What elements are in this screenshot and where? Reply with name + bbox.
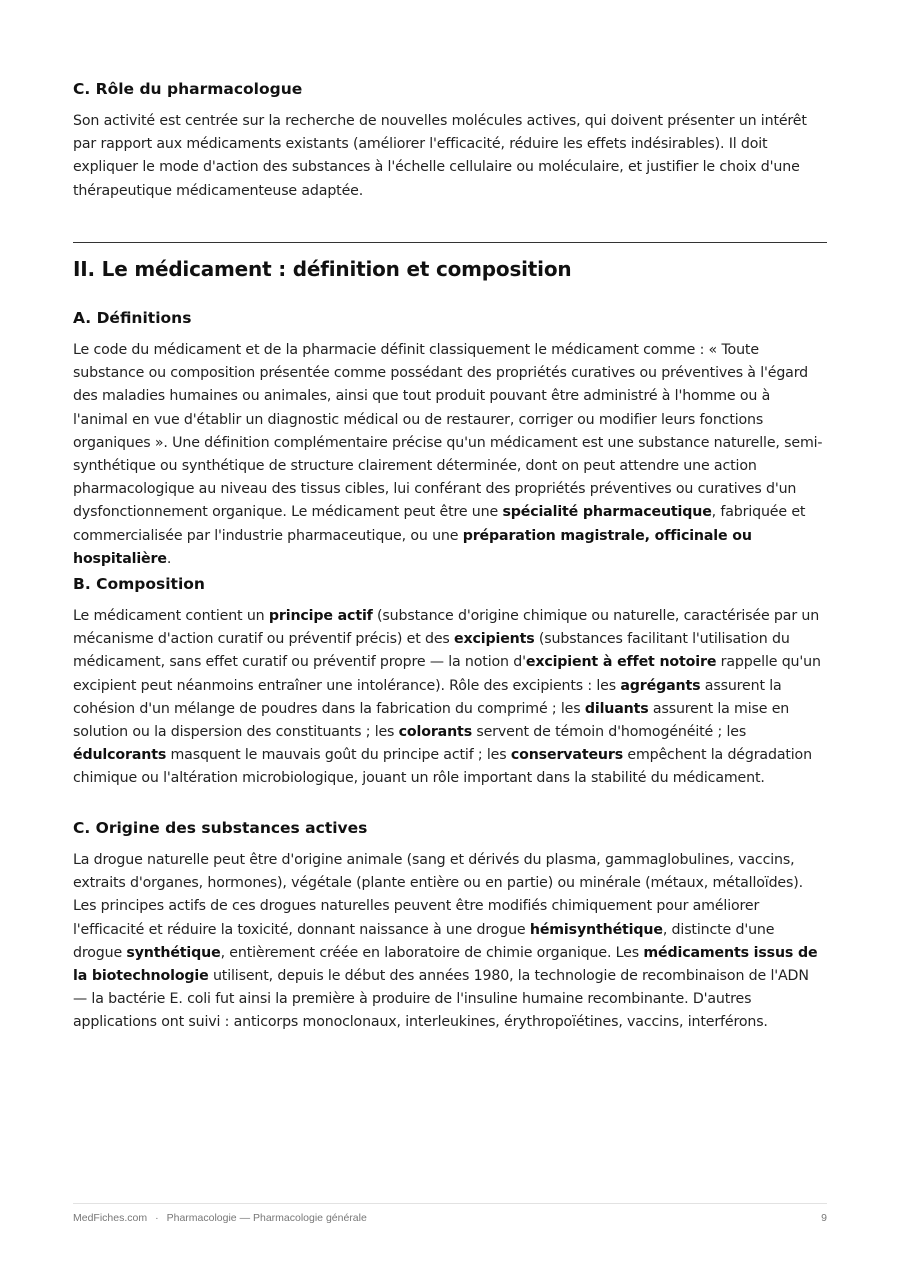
paragraph-composition: Le médicament contient un principe actif (substance d'origine chimique ou naturelle, caractérisée par un mécanisme d'action curatif ou préventif précis) et des excipients (substances facilitant l'utilisation du médicament, sans effet curatif ou préventif propre — la notion d'excipient à effet notoire rappelle qu'un excipient peut néanmoins entraîner une intolérance). Rôle des excipients : les agrégants assurent la cohésion d'un mélange de poudres dans la fabrication du comprimé ; les diluants assurent la mise en solution ou la dispersion des constituants ; les colorants servent de témoin d'homogénéité ; les édulcorants masquent le mauvais goût du principe actif ; les conservateurs empêchent la dégradation chimique ou l'altération microbiologique, jouant un rôle important dans la stabilité du médicament. — [73, 608, 821, 787]
section-heading-composition: B. Composition — [73, 575, 205, 593]
paragraph-origine: La drogue naturelle peut être d'origine animale (sang et dérivés du plasma, gammaglobulines, vaccins, extraits d'organes, hormones), végétale (plante entière ou en partie) ou minérale (métaux, métalloïdes). Les principes actifs de ces drogues naturelles peuvent être modifiés chimiquement pour améliorer l'efficacité et réduire la toxicité, donnant naissance à une drogue hémisynthétique, distincte d'une drogue synthétique, entièrement créée en laboratoire de chimie organique. Les médicaments issus de la biotechnologie utilisent, depuis le début des années 1980, la technologie de recombinaison de l'ADN — la bactérie E. coli fut ainsi la première à produire de l'insuline humaine recombinante. D'autres applications ont suivi : anticorps monoclonaux, interleukines, érythropoïétines, vaccins, interférons. — [73, 852, 818, 1031]
paragraph-definitions: Le code du médicament et de la pharmacie définit classiquement le médicament comme : « Toute substance ou composition présentée comme possédant des propriétés curatives ou préventives à l'égard des maladies humaines ou animales, ainsi que tout produit pouvant être administré à l'homme ou à l'animal en vue d'établir un diagnostic médical ou de restaurer, corriger ou modifier leurs fonctions organiques ». Une définition complémentaire précise qu'un médicament est une substance naturelle, semi-synthétique ou synthétique de structure clairement déterminée, dont on peut attendre une action pharmacologique au niveau des tissus cibles, lui conférant des propriétés préventives ou curatives d'un dysfonctionnement organique. Le médicament peut être une spécialité pharmaceutique, fabriquée et commercialisée par l'industrie pharmaceutique, ou une préparation magistrale, officinale ou hospitalière. — [73, 342, 823, 567]
page-footer — [73, 1203, 827, 1224]
footer-site-link[interactable]: MedFiches.com — [73, 1212, 148, 1224]
section-heading-role-pharmacologue: C. Rôle du pharmacologue — [73, 80, 303, 98]
paragraph-role-pharmacologue: Son activité est centrée sur la recherche de nouvelles molécules actives, qui doivent présenter un intérêt par rapport aux médicaments existants (améliorer l'efficacité, réduire les effets indésirables). Il doit expliquer le mode d'action des substances à l'échelle cellulaire ou moléculaire, et justifier le choix d'une thérapeutique médicamenteuse adaptée. — [73, 113, 807, 199]
section-divider — [73, 242, 827, 243]
part-heading-medicament: II. Le médicament : définition et composition — [73, 257, 572, 281]
footer-separator: · — [155, 1212, 159, 1224]
footer-section-label: Pharmacologie — Pharmacologie générale — [166, 1212, 367, 1224]
section-heading-origine: C. Origine des substances actives — [73, 819, 368, 837]
footer-breadcrumb — [73, 1212, 367, 1224]
section-heading-definitions: A. Définitions — [73, 309, 192, 327]
page-number: 9 — [821, 1212, 827, 1224]
